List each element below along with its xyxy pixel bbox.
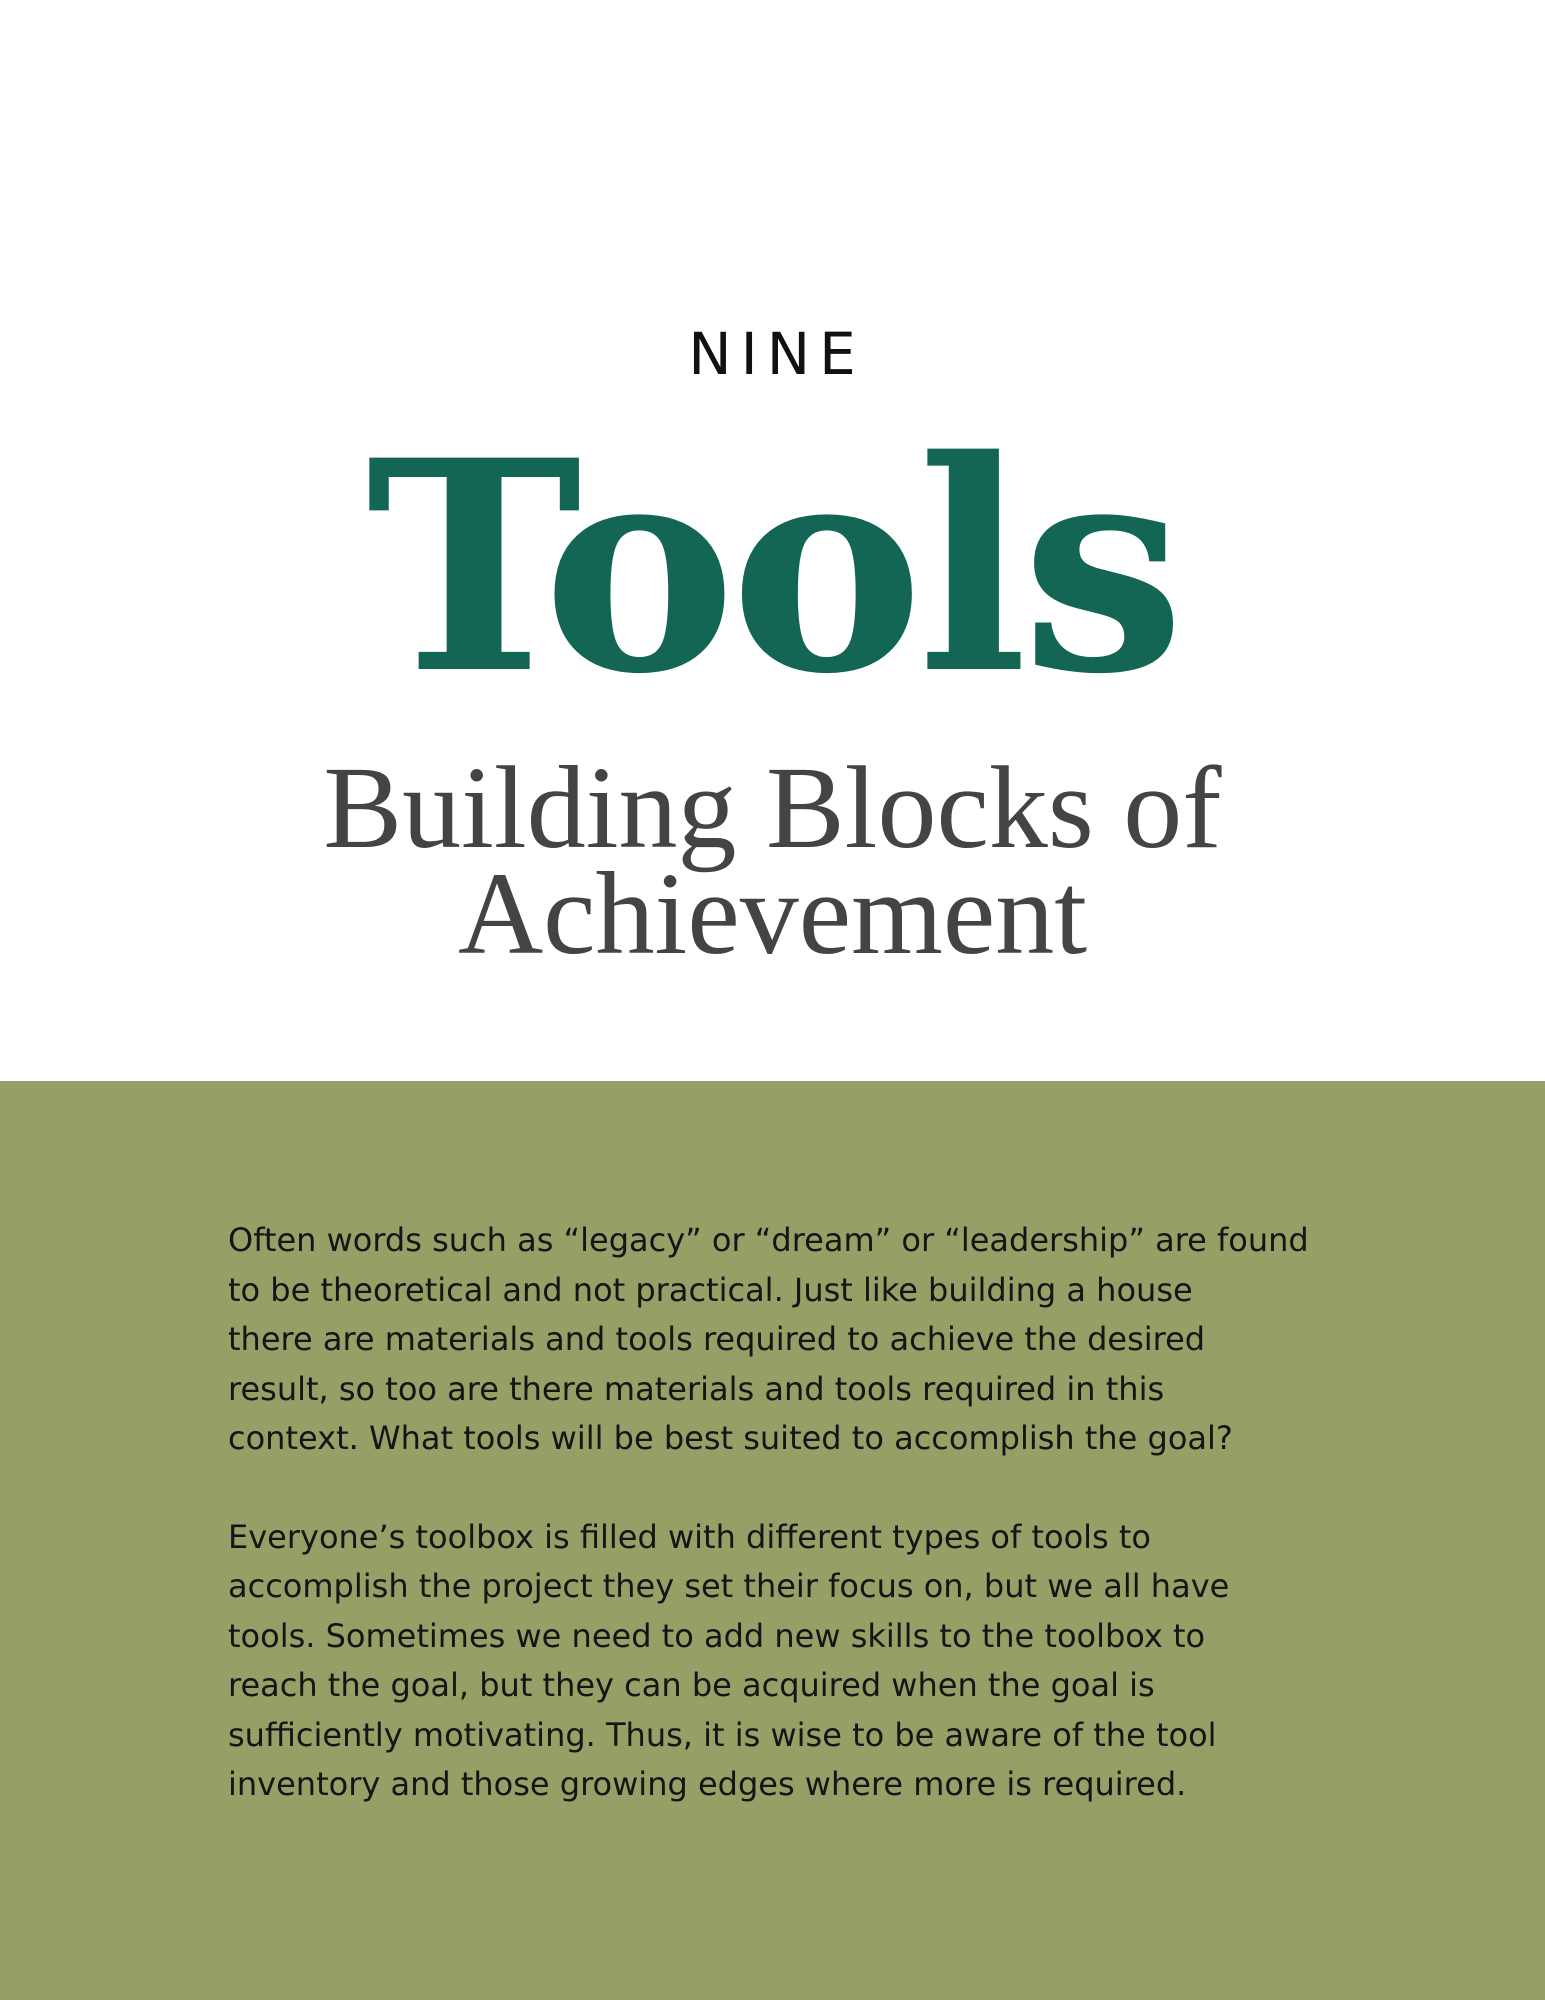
paragraph-2-line-5: sufficiently motivating. Thus, it is wise to be aware of the tool (228, 1715, 1217, 1754)
chapter-subtitle-line-1: Building Blocks of (323, 742, 1222, 873)
paragraph-1-line-1: Often words such as “legacy” or “dream” or “leadership” are found (228, 1221, 1309, 1259)
chapter-title: Tools (366, 398, 1179, 738)
paragraph-2-line-2: accomplish the project they set their focus on, but we all have (228, 1567, 1230, 1605)
chapter-number: NINE (688, 320, 865, 388)
paragraph-1-line-5: context. What tools will be best suited to accomplish the goal? (228, 1419, 1233, 1457)
paragraph-2-line-6: inventory and those growing edges where more is required. (228, 1765, 1187, 1803)
paragraph-1-line-3: there are materials and tools required to achieve the desired (228, 1320, 1206, 1358)
body-panel (0, 1081, 1545, 2000)
paragraph-1-line-2: to be theoretical and not practical. Just like building a house (228, 1270, 1193, 1309)
chapter-subtitle-line-2: Achievement (457, 848, 1088, 979)
chapter-subtitle (0, 742, 1545, 979)
body-text (228, 1216, 1408, 1810)
paragraph-1-line-4: result, so too are there materials and tools required in this (228, 1369, 1165, 1408)
paragraph-2-line-1: Everyone’s toolbox is filled with different types of tools to (228, 1517, 1151, 1556)
paragraph-2-line-3: tools. Sometimes we need to add new skills to the toolbox to (228, 1616, 1206, 1655)
paragraph-1 (228, 1216, 1408, 1464)
paragraph-2-line-4: reach the goal, but they can be acquired when the goal is (228, 1666, 1155, 1704)
paragraph-2 (228, 1513, 1408, 1810)
